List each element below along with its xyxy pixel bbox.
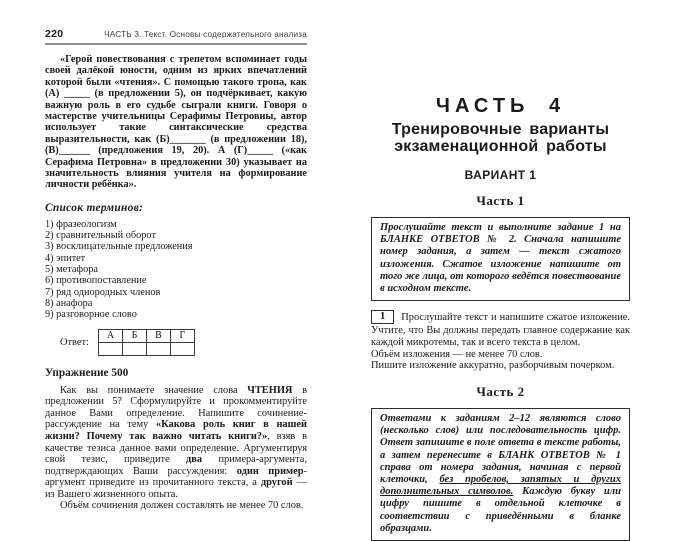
answer-header-cell: Б (122, 329, 146, 342)
term-item: 1) фразеологизм (45, 218, 117, 230)
terms-list (45, 219, 307, 321)
term-item: 5) метафора (45, 264, 98, 276)
part-heading: ЧАСТЬ 4 (435, 95, 566, 117)
term-item: 2) сравнительный оборот (45, 230, 156, 242)
part-subtitle (371, 122, 630, 155)
section-1-heading: Часть 1 (476, 193, 525, 208)
answer-input-cell (170, 342, 194, 355)
page-number: 220 (45, 28, 64, 40)
part-subtitle-line-1: Тренировочные варианты (391, 121, 610, 138)
page-header (45, 28, 307, 45)
right-page (371, 0, 630, 541)
left-page (45, 28, 307, 512)
instruction-box-2: Ответами к заданиям 2–12 являются слово (несколько слов) или последовательность цифр. Ответ запишите в поле ответа в тексте работы, а затем перенесите в БЛАНК ОТВЕТОВ № 1 справа от номера задания, начиная с первой клеточки, без пробелов, запятых и других дополнительных символов. Каждую букву или цифру пишите в отдельной клеточке в соответствии с приведёнными в бланке образцами. (371, 408, 630, 541)
exercise-paragraph: Как вы понимаете значение слова ЧТЕНИЯ в предложении 5? Сформулируйте и прокомментируйте данное Вами определение. Напишите сочинение-рассуждение на тему «Какова роль книг в нашей жизни? Почему так важно читать книги?», взяв в качестве тезиса данное вами определение. Аргументируя свой тезис, приведите два примера-аргумента, подтверждающих Ваши рассуждения: один пример-аргумент приведите из прочитанного текста, а другой — из Вашего жизненного опыта. (45, 384, 308, 500)
term-item: 9) разговорное слово (45, 309, 137, 321)
answer-header-cell: А (98, 329, 122, 342)
part-subtitle-line-2: экзаменационной работы (394, 137, 607, 155)
task-neatness-line: Пишите изложение аккуратно, разборчивым почерком. (371, 360, 615, 372)
answer-input-cell (122, 342, 146, 355)
exercise-title: Упражнение 500 (45, 366, 129, 379)
task-1 (371, 311, 630, 372)
term-item: 8) анафора (45, 297, 93, 309)
term-item: 6) противопоставление (45, 275, 147, 287)
task-1-text: Прослушайте текст и напишите сжатое изложение. Учтите, что Вы должны передать главное содержание как каждой микротемы, так и всего текста в целом. (371, 312, 630, 348)
answer-row (45, 329, 307, 356)
variant-heading: ВАРИАНТ 1 (464, 168, 537, 182)
term-item: 3) восклицательные предложения (45, 241, 193, 253)
task-volume-line: Объём изложения — не менее 70 слов. (371, 348, 543, 360)
quote-paragraph: «Герой повествования с трепетом вспоминает годы своей далёкой юности, одним из ярких впечатлений которой были «чтения». С помощью такого тропа, как (А) _____ (в предложении 5), он подчёркивает, какую важную роль в его судьбе сыграли книги. Говоря о мастерстве учительницы Серафимы Петровны, автор использует такие синтаксические средства выразительности, как (Б)_______ (в предложении 18), (В)______ (предложения 19, 20). А (Г)_____ («как Серафима Петровна» в предложении 30) указывает на значительность влияния учителя на формирование личности ребёнка». (45, 54, 307, 191)
exercise-volume-note: Объём сочинения должен составлять не менее 70 слов. (60, 500, 304, 512)
answer-table-input-row (98, 342, 194, 355)
answer-table-header-row (98, 329, 194, 342)
running-header: ЧАСТЬ 3. Текст. Основы содержательного анализа (104, 30, 307, 39)
answer-header-cell: В (146, 329, 170, 342)
term-item: 7) ряд однородных членов (45, 286, 161, 298)
answer-label: Ответ: (60, 336, 89, 348)
answer-input-cell (98, 342, 122, 355)
answer-header-cell: Г (170, 329, 194, 342)
answer-table (98, 329, 195, 356)
instruction-box-1: Прослушайте текст и выполните задание 1 на БЛАНКЕ ОТВЕТОВ № 2. Сначала напишите номер задания, а затем — текст сжатого изложения. Сжатое изложение напишите от того же лица, от которого ведётся повествование в исходном тексте. (371, 217, 630, 301)
task-number-box: 1 (371, 310, 394, 324)
task-1-paragraph (371, 311, 630, 348)
terms-list-title: Список терминов: (45, 201, 144, 214)
section-2-heading: Часть 2 (476, 384, 525, 400)
term-item: 4) эпитет (45, 252, 86, 264)
answer-input-cell (146, 342, 170, 355)
